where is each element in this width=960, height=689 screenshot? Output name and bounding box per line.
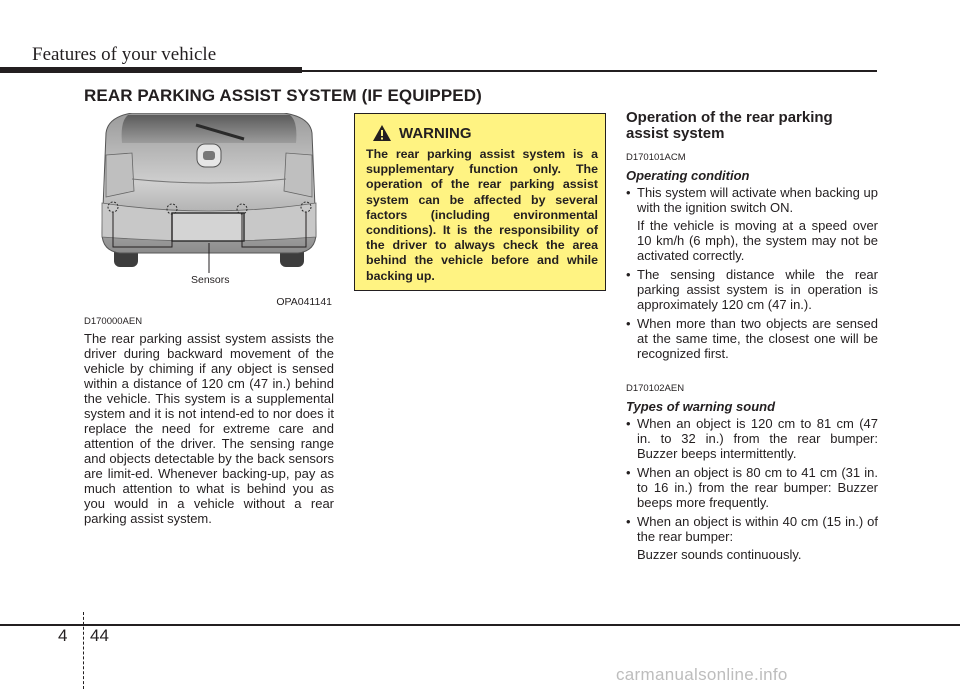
list-item: • This system will activate when backing up with the ignition switch ON. If the vehicle is moving at a speed over 10 km/h (6 mph), the system may not be activated correctly. [626,185,878,263]
chapter-number: 4 [58,626,68,645]
list-item: • The sensing distance while the rear parking assist system is in operation is approximately 120 cm (47 in.). [626,267,878,312]
warning-box [354,113,606,291]
section-title: REAR PARKING ASSIST SYSTEM (IF EQUIPPED) [84,86,482,105]
list-item: • When an object is within 40 cm (15 in.) of the rear bumper: Buzzer sounds continuously. [626,514,878,562]
operating-condition-list [626,185,878,361]
header-title: Features of your vehicle [32,44,217,65]
intro-ref-code: D170000AEN [84,316,143,327]
warning-sound-list [626,416,878,562]
operation-title: Operation of the rear parking assist system [626,109,833,142]
sensors-label: Sensors [191,274,230,286]
list-item: • When an object is 120 cm to 81 cm (47 in. to 32 in.) from the rear bumper: Buzzer beeps intermittently. [626,416,878,461]
operating-ref-code: D170101ACM [626,152,686,163]
list-item: • When more than two objects are sensed at the same time, the closest one will be recognized first. [626,316,878,361]
warning-header [372,124,598,142]
intro-paragraph: The rear parking assist system assists the driver during backward movement of the vehicle by chiming if any object is sensed within a distance of 120 cm (47 in.) behind the vehicle. This system is a supplemental system and it is not intend-ed to nor does it replace the need for extreme care and attention of the driver. The sensing range and objects detectable by the back sensors are limit-ed. Whenever backing-up, pay as much attention to what is behind you as you would in a vehicle without a rear parking assist system. [84,331,334,526]
header-rule [302,70,877,72]
page-number: 44 [90,626,109,645]
rear-car-illustration [84,113,334,310]
warning-text: The rear parking assist system is a supplementary function only. The operation of the rear parking assist system can be affected by several factors (including environmental conditions). It is the responsibility of the driver to always check the area behind the vehicle before and while backing up. [366,147,598,283]
intro-column [84,316,334,526]
footer-rule [0,624,960,626]
header-bar [0,67,302,73]
warning-label: WARNING [399,124,472,142]
footer-divider [83,612,84,689]
operation-column [626,110,878,566]
figure-code: OPA041141 [276,296,332,308]
operating-condition-heading: Operating condition [626,168,750,183]
watermark: carmanualsonline.info [616,665,788,684]
warning-triangle-icon [372,124,392,142]
list-item: • When an object is 80 cm to 41 cm (31 in. to 16 in.) from the rear bumper: Buzzer beeps more frequently. [626,465,878,510]
warning-sound-ref-code: D170102AEN [626,383,685,394]
warning-sound-heading: Types of warning sound [626,399,776,414]
